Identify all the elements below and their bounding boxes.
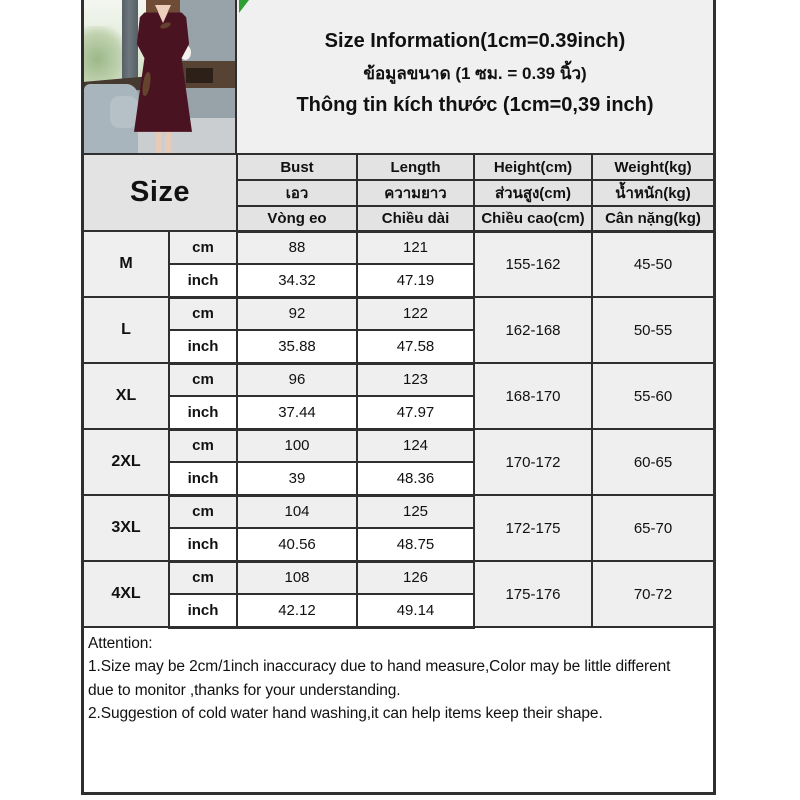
bust-cm-value: 96 xyxy=(237,363,357,396)
unit-cm-cell: cm xyxy=(169,297,237,330)
header-weight-vi: Cân nặng(kg) xyxy=(592,206,713,231)
title-english: Size Information(1cm=0.39inch) xyxy=(324,30,626,52)
weight-range-value: 50-55 xyxy=(592,297,713,363)
length-cm-value: 121 xyxy=(357,231,474,264)
size-table-body xyxy=(84,231,713,627)
length-inch-value: 49.14 xyxy=(357,594,474,627)
unit-inch-cell: inch xyxy=(169,462,237,495)
unit-inch-cell: inch xyxy=(169,594,237,627)
bust-cm-value: 92 xyxy=(237,297,357,330)
height-range-value: 175-176 xyxy=(474,561,592,627)
attention-heading: Attention: xyxy=(88,634,153,652)
height-range-value: 162-168 xyxy=(474,297,592,363)
bust-inch-value: 35.88 xyxy=(237,330,357,363)
bust-inch-value: 42.12 xyxy=(237,594,357,627)
length-inch-value: 48.75 xyxy=(357,528,474,561)
height-range-value: 168-170 xyxy=(474,363,592,429)
bust-cm-value: 108 xyxy=(237,561,357,594)
bust-cm-value: 104 xyxy=(237,495,357,528)
attention-line-2: due to monitor ,thanks for your understanding. xyxy=(88,681,401,699)
header-row-english xyxy=(84,155,713,180)
size-cell-4XL: 4XL xyxy=(84,561,169,627)
bust-inch-value: 37.44 xyxy=(237,396,357,429)
photo-model-leg xyxy=(156,131,162,153)
title-thai: ข้อมูลขนาด (1 ซม. = 0.39 นิ้ว) xyxy=(363,64,587,83)
title-block xyxy=(237,0,713,153)
weight-range-value: 60-65 xyxy=(592,429,713,495)
product-photo xyxy=(84,0,237,153)
header-length-vi: Chiều dài xyxy=(357,206,474,231)
length-cm-value: 123 xyxy=(357,363,474,396)
header-length-th: ความยาว xyxy=(357,180,474,206)
unit-cm-cell: cm xyxy=(169,429,237,462)
height-range-value: 155-162 xyxy=(474,231,592,297)
length-cm-value: 124 xyxy=(357,429,474,462)
bust-inch-value: 39 xyxy=(237,462,357,495)
bust-inch-value: 34.32 xyxy=(237,264,357,297)
size-table xyxy=(84,155,713,629)
attention-line-1: 1.Size may be 2cm/1inch inaccuracy due to hand measure,Color may be little different xyxy=(88,658,671,675)
bust-cm-value: 100 xyxy=(237,429,357,462)
title-vietnamese: Thông tin kích thước (1cm=0,39 inch) xyxy=(296,94,654,116)
height-range-value: 172-175 xyxy=(474,495,592,561)
length-inch-value: 47.19 xyxy=(357,264,474,297)
header-weight-th: น้ำหนัก(kg) xyxy=(592,180,713,206)
size-cell-2XL: 2XL xyxy=(84,429,169,495)
unit-inch-cell: inch xyxy=(169,396,237,429)
header-bust-vi: Vòng eo xyxy=(237,206,357,231)
size-row-M-cm xyxy=(84,231,713,264)
photo-model xyxy=(134,0,192,153)
panel-frame xyxy=(81,0,716,795)
green-corner-mark-icon xyxy=(239,0,249,13)
header-weight-en: Weight(kg) xyxy=(592,155,713,180)
bust-inch-value: 40.56 xyxy=(237,528,357,561)
weight-range-value: 65-70 xyxy=(592,495,713,561)
size-cell-XL: XL xyxy=(84,363,169,429)
length-inch-value: 47.58 xyxy=(357,330,474,363)
top-section xyxy=(84,0,713,155)
length-cm-value: 125 xyxy=(357,495,474,528)
length-inch-value: 47.97 xyxy=(357,396,474,429)
length-cm-value: 122 xyxy=(357,297,474,330)
unit-cm-cell: cm xyxy=(169,231,237,264)
header-height-vi: Chiều cao(cm) xyxy=(474,206,592,231)
length-cm-value: 126 xyxy=(357,561,474,594)
bust-cm-value: 88 xyxy=(237,231,357,264)
unit-cm-cell: cm xyxy=(169,363,237,396)
unit-cm-cell: cm xyxy=(169,495,237,528)
length-inch-value: 48.36 xyxy=(357,462,474,495)
size-cell-3XL: 3XL xyxy=(84,495,169,561)
unit-cm-cell: cm xyxy=(169,561,237,594)
weight-range-value: 55-60 xyxy=(592,363,713,429)
attention-line-3: 2.Suggestion of cold water hand washing,it can help items keep their shape. xyxy=(88,705,603,722)
header-height-th: ส่วนสูง(cm) xyxy=(474,180,592,206)
unit-inch-cell: inch xyxy=(169,330,237,363)
size-cell-L: L xyxy=(84,297,169,363)
unit-inch-cell: inch xyxy=(169,264,237,297)
header-bust-en: Bust xyxy=(237,155,357,180)
size-table-header xyxy=(84,155,713,231)
header-bust-th: เอว xyxy=(237,180,357,206)
attention-section xyxy=(84,629,713,793)
weight-range-value: 70-72 xyxy=(592,561,713,627)
photo-model-leg xyxy=(165,131,171,153)
size-row-3XL-cm xyxy=(84,495,713,528)
size-row-L-cm xyxy=(84,297,713,330)
header-height-en: Height(cm) xyxy=(474,155,592,180)
size-row-2XL-cm xyxy=(84,429,713,462)
unit-inch-cell: inch xyxy=(169,528,237,561)
size-cell-M: M xyxy=(84,231,169,297)
size-header-cell: Size xyxy=(84,155,237,231)
weight-range-value: 45-50 xyxy=(592,231,713,297)
size-row-4XL-cm xyxy=(84,561,713,594)
size-row-XL-cm xyxy=(84,363,713,396)
height-range-value: 170-172 xyxy=(474,429,592,495)
header-length-en: Length xyxy=(357,155,474,180)
